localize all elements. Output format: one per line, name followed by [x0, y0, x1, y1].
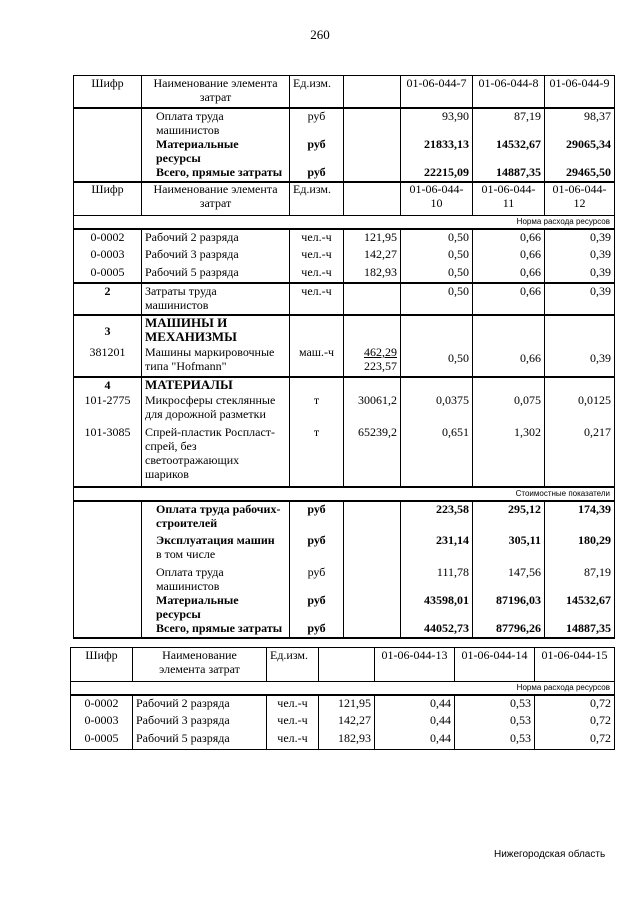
header-unit: Ед.изм. — [290, 182, 344, 216]
machines-section-row: 3 МАШИНЫ И МЕХАНИЗМЫ — [74, 315, 615, 345]
material-item-row: 101-2775 Микросферы стеклянные для дорожной разметки т 30061,2 0,0375 0,075 0,0125 — [74, 393, 615, 425]
header-col-3: 01-06-044- 12 — [545, 182, 615, 216]
header-col-2: 01-06-044-8 — [473, 76, 545, 108]
header-col-3: 01-06-044-15 — [535, 648, 615, 682]
table-row: 0-0005 Рабочий 5 разряда чел.-ч 182,93 0,50 0,66 0,39 — [74, 265, 615, 283]
header-code: Шифр — [71, 648, 133, 682]
region-footer: Нижегородская область — [494, 849, 606, 860]
header-unit: Ед.изм. — [290, 76, 344, 108]
cost-row-mat: Материальные ресурсы руб 43598,01 87196,03 14532,67 — [74, 593, 615, 621]
section-label-row — [74, 216, 615, 230]
header-name: Наименование элемента затрат — [142, 76, 290, 108]
header-col-3: 01-06-044-9 — [545, 76, 615, 108]
table-header — [74, 76, 615, 108]
section-label-row — [71, 682, 615, 696]
cost-row-pay: Оплата труда рабочих- строителей руб 223,58 295,12 174,39 — [74, 501, 615, 533]
cost-row-mach: Оплата труда машинистов руб 111,78 147,56 87,19 — [74, 565, 615, 593]
header-unit: Ед.изм. — [267, 648, 319, 682]
material-item-row: 101-3085 Спрей-пластик Роспласт- спрей, без светоотражающих шариков т 65239,2 0,651 1,302 0,217 — [74, 425, 615, 487]
cost-table-3 — [70, 647, 615, 750]
norm-label: Норма расхода ресурсов — [71, 682, 615, 696]
table-header — [74, 182, 615, 216]
section-label-row — [74, 487, 615, 501]
table-row: 0-0005 Рабочий 5 разряда чел.-ч 182,93 0,44 0,53 0,72 — [71, 731, 615, 749]
table-row-total: Всего, прямые затраты руб 22215,09 14887,35 29465,50 — [74, 165, 615, 182]
header-name: Наименование элемента затрат — [133, 648, 267, 682]
page-number: 260 — [310, 27, 330, 42]
table-row: 0-0003 Рабочий 3 разряда чел.-ч 142,27 0,44 0,53 0,72 — [71, 713, 615, 731]
machine-item-row: 381201 Машины маркировочные типа "Hofmann" маш.-ч 462,29 223,57 0,50 0,66 0,39 — [74, 345, 615, 377]
materials-section-row: 4 МАТЕРИАЛЫ — [74, 377, 615, 393]
header-col-1: 01-06-044- 10 — [401, 182, 473, 216]
header-code: Шифр — [74, 182, 142, 216]
header-col-1: 01-06-044-13 — [375, 648, 455, 682]
table-row: 0-0002 Рабочий 2 разряда чел.-ч 121,95 0,44 0,53 0,72 — [71, 695, 615, 713]
table-header — [71, 648, 615, 682]
norm-label: Норма расхода ресурсов — [74, 216, 615, 230]
header-name: Наименование элемента затрат — [142, 182, 290, 216]
table-row: 0-0003 Рабочий 3 разряда чел.-ч 142,27 0,50 0,66 0,39 — [74, 247, 615, 265]
cost-table-2 — [73, 181, 615, 639]
table-row: Материальные ресурсы руб 21833,13 14532,67 29065,34 — [74, 137, 615, 165]
table-row: Оплата труда машинистов руб 93,90 87,19 98,37 — [74, 108, 615, 137]
cost-row-total: Всего, прямые затраты руб 44052,73 87796,26 14887,35 — [74, 621, 615, 638]
header-code: Шифр — [74, 76, 142, 108]
table-row: 0-0002 Рабочий 2 разряда чел.-ч 121,95 0,50 0,66 0,39 — [74, 229, 615, 247]
cost-row-exp: Эксплуатация машин в том числе руб 231,14 305,11 180,29 — [74, 533, 615, 565]
header-col-1: 01-06-044-7 — [401, 76, 473, 108]
header-col-2: 01-06-044-14 — [455, 648, 535, 682]
cost-label: Стоимостные показатели — [74, 487, 615, 501]
cost-table-1 — [73, 75, 615, 183]
header-col-2: 01-06-044- 11 — [473, 182, 545, 216]
labor-row: 2 Затраты труда машинистов чел.-ч 0,50 0,66 0,39 — [74, 283, 615, 315]
